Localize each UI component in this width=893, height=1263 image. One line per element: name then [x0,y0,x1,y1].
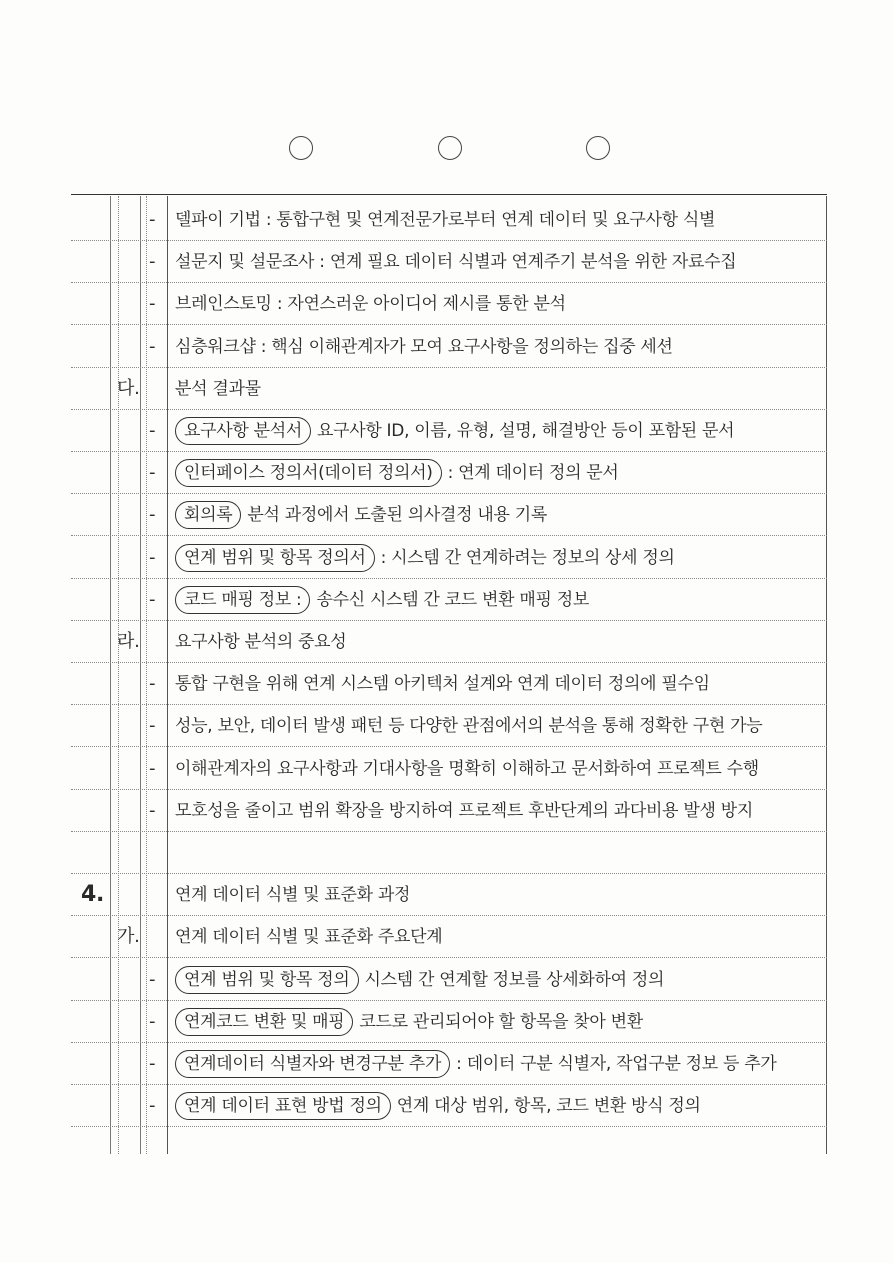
line-content [175,452,835,494]
line-text: 델파이 기법 : 통합구현 및 연계전문가로부터 연계 데이터 및 요구사항 식별 [175,210,716,230]
line-content [175,579,835,621]
line-text: 설문지 및 설문조사 : 연계 필요 데이터 식별과 연계주기 분석을 위한 자료수집 [175,252,737,273]
note-line [71,579,827,621]
line-content [175,241,835,283]
line-text: 모호성을 줄이고 범위 확장을 방지하여 프로젝트 후반단계의 과다비용 발생 방지 [175,800,753,821]
circled-term: 연계코드 변환 및 매핑 [175,1008,353,1036]
line-content [175,621,835,663]
subsection-marker: 가. [117,926,140,948]
bullet-dash: - [149,715,156,737]
line-text: 코드로 관리되어야 할 항목을 찾아 변환 [359,1011,643,1032]
bullet-dash: - [149,799,156,821]
line-content [175,410,835,452]
bullet-dash: - [149,251,156,273]
note-line [71,241,827,283]
line-content [175,916,835,958]
bullet-dash: - [149,1010,156,1032]
line-content [175,874,835,916]
line-content [175,832,835,874]
note-line [71,494,827,536]
note-line [71,959,827,1001]
punch-hole-right [586,136,610,160]
line-content [175,537,835,579]
circled-term: 연계 범위 및 항목 정의 [175,966,359,994]
note-line [71,326,827,368]
bullet-dash: - [149,546,156,568]
line-text: 이해관계자의 요구사항과 기대사항을 명확히 이해하고 문서화하여 프로젝트 수행 [175,758,759,779]
bullet-dash: - [149,1053,156,1074]
note-line [71,748,827,790]
line-text: : 데이터 구분 식별자, 작업구분 정보 등 추가 [456,1054,777,1074]
line-content [175,790,835,832]
line-text: 연계 데이터 식별 및 표준화 과정 [175,885,411,906]
circled-term: 인터페이스 정의서(데이터 정의서) [175,459,442,487]
note-line [71,1085,827,1127]
line-content [175,663,835,705]
line-text: 요구사항 분석의 중요성 [175,632,347,652]
line-text: 성능, 보안, 데이터 발생 패턴 등 다양한 관점에서의 분석을 통해 정확한 구현 가능 [175,716,763,737]
line-text: 분석 과정에서 도출된 의사결정 내용 기록 [247,505,547,526]
line-content [175,368,835,410]
note-line [71,790,827,832]
line-content [175,283,835,325]
note-line [71,410,827,452]
line-content [175,705,835,747]
line-content [175,199,835,241]
bullet-dash: - [149,757,156,779]
note-line [71,1001,827,1043]
bullet-dash: - [149,968,156,990]
line-content [175,494,835,536]
note-line [71,199,827,241]
line-text: 분석 결과물 [175,378,261,399]
note-line [71,621,827,663]
punch-hole-left [289,136,313,160]
subsection-marker: 라. [117,631,140,652]
line-text: 연계 대상 범위, 항목, 코드 변환 방식 정의 [396,1096,701,1117]
note-line [71,368,827,410]
line-content [175,748,835,790]
circled-term: 연계데이터 식별자와 변경구분 추가 [175,1050,450,1078]
circled-term: 요구사항 분석서 [175,417,311,445]
line-text: 요구사항 ID, 이름, 유형, 설명, 해결방안 등이 포함된 문서 [316,421,735,441]
line-text: 송수신 시스템 간 코드 변환 매핑 정보 [316,589,589,610]
bullet-dash: - [149,462,156,484]
line-text: 연계 데이터 식별 및 표준화 주요단계 [175,927,443,948]
line-text: 통합 구현을 위해 연계 시스템 아키텍처 설계와 연계 데이터 정의에 필수임 [175,674,710,695]
note-line [71,452,827,494]
punch-hole-center [438,136,462,160]
note-line [71,537,827,579]
line-text: 심층워크샵 : 핵심 이해관계자가 모여 요구사항을 정의하는 집중 세션 [175,336,673,357]
bullet-dash: - [149,673,156,695]
line-content [175,1001,835,1043]
subsection-marker: 다. [117,377,140,399]
bullet-dash: - [149,209,156,230]
line-content [175,959,835,1001]
line-text: : 연계 데이터 정의 문서 [447,463,619,484]
bullet-dash: - [149,588,156,610]
line-content [175,326,835,368]
note-line [71,916,827,958]
circled-term: 연계 범위 및 항목 정의서 [175,544,375,572]
line-text: 시스템 간 연계할 정보를 상세화하여 정의 [364,969,665,990]
note-line [71,1043,827,1085]
section-number: 4. [81,882,105,908]
note-line [71,663,827,705]
line-content [175,1043,835,1085]
bullet-dash: - [149,293,156,315]
line-content [175,1085,835,1127]
note-line [71,283,827,325]
bullet-dash: - [149,504,156,526]
circled-term: 회의록 [175,501,241,529]
note-line [71,705,827,747]
line-text: : 시스템 간 연계하려는 정보의 상세 정의 [380,547,675,568]
circled-term: 연계 데이터 표현 방법 정의 [175,1092,391,1120]
line-text: 브레인스토밍 : 자연스러운 아이디어 제시를 통한 분석 [175,294,566,315]
note-line [71,874,827,916]
bullet-dash: - [149,335,156,357]
note-line [71,832,827,874]
bullet-dash: - [149,1095,156,1117]
bullet-dash: - [149,420,156,441]
circled-term: 코드 매핑 정보 : [175,586,310,614]
